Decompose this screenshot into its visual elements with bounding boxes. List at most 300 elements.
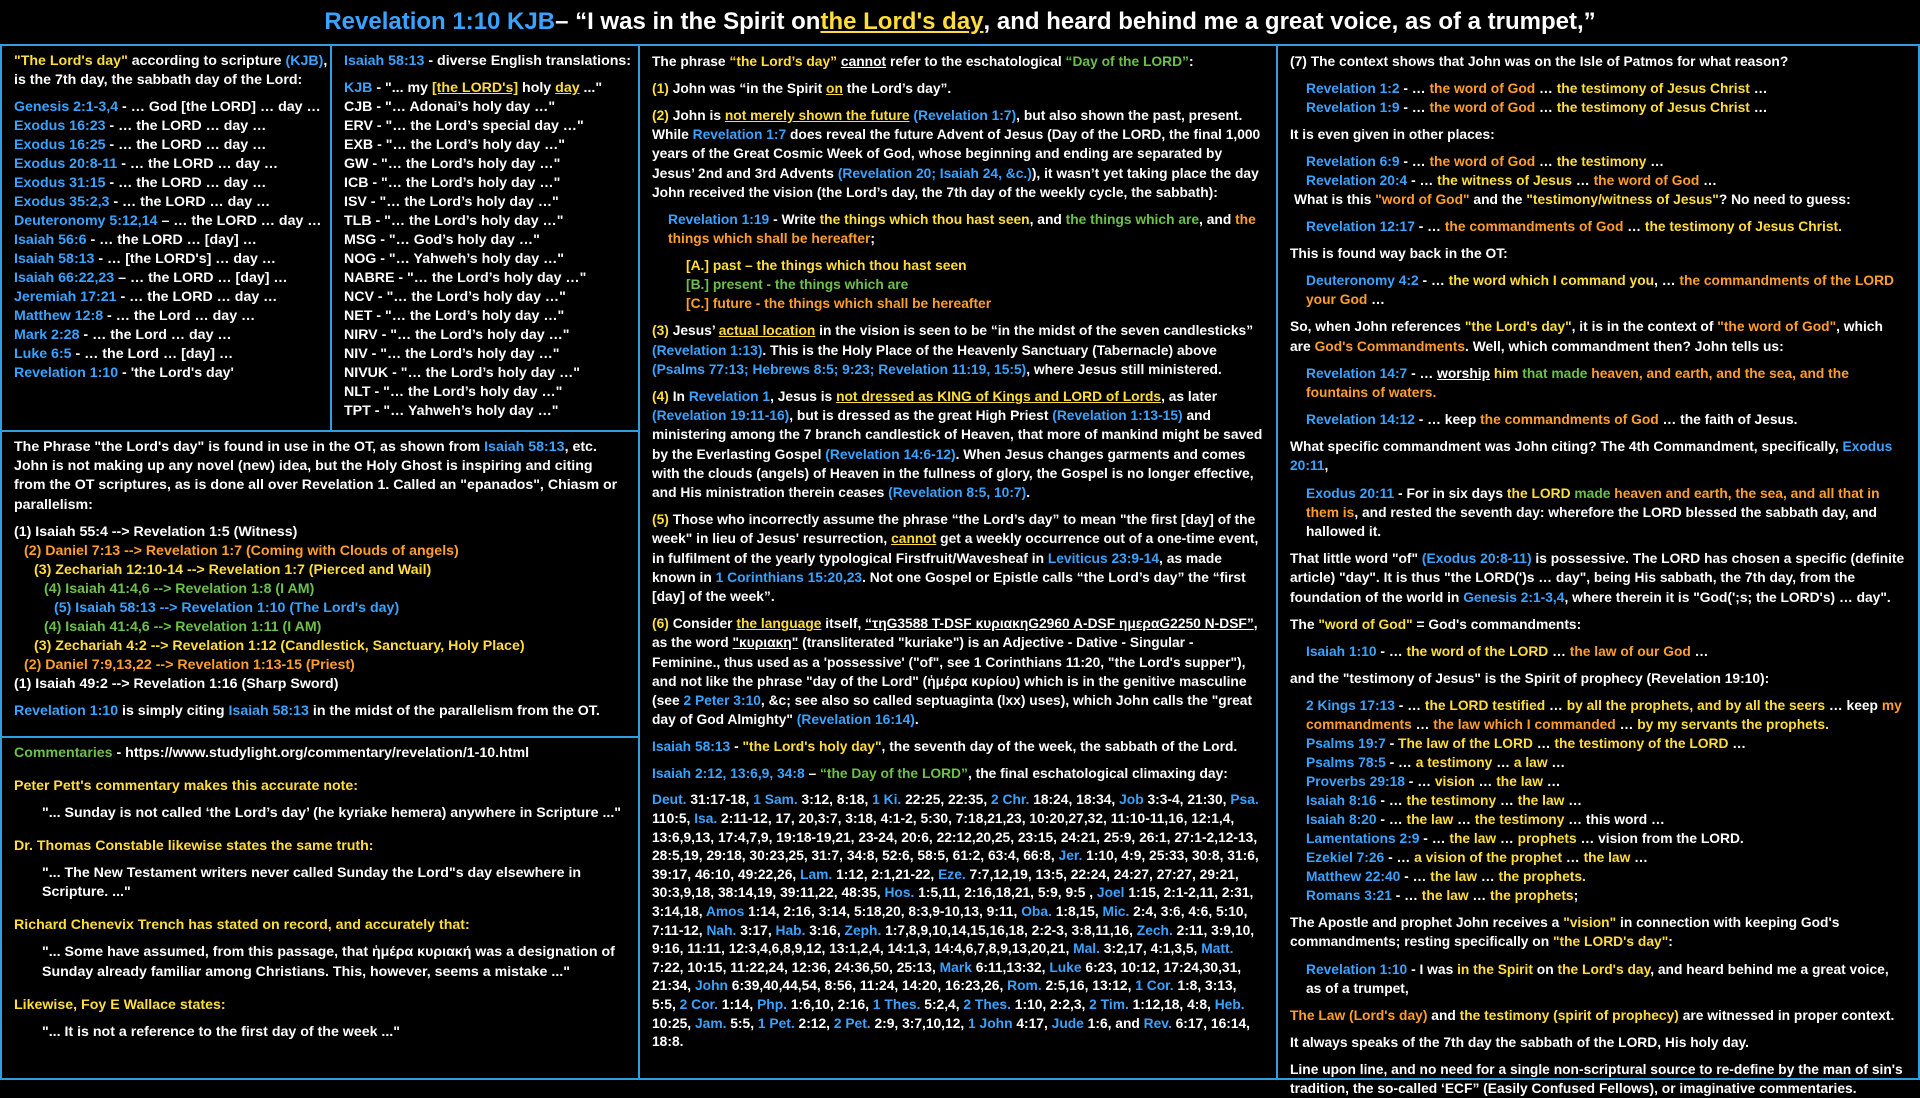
law-testimony-row — [1290, 829, 1906, 848]
scripture-ref: Isaiah 66:22,23 — [14, 270, 115, 286]
what-e: ? No need to guess: — [1718, 192, 1851, 207]
k2-c: the LORD testified — [1424, 697, 1546, 713]
of-b: (Exodus 20:8-11) — [1421, 551, 1532, 567]
chapter-verses: 3:17, — [736, 922, 776, 938]
law-testimony-row — [1290, 734, 1906, 753]
p5-n2-e: , but also shown the past, present. While — [652, 108, 1243, 143]
chiasm-panel — [0, 430, 640, 738]
r147-b: - … — [1407, 365, 1438, 381]
law-testimony-row — [1290, 753, 1906, 772]
scripture-ref-text: - … the Lord … day … — [103, 308, 256, 324]
p5-is-a: Isaiah 58:13 — [652, 739, 731, 755]
scripture-ref: Revelation 1:10 — [14, 365, 119, 381]
law-term2: the testimony of the LORD — [1554, 736, 1729, 752]
p5-n6-c: the language — [736, 616, 822, 632]
deut-d: , … — [1654, 273, 1680, 288]
r69-b: - … — [1399, 154, 1430, 169]
so-f: God's Commandments — [1314, 338, 1466, 354]
p5-n5-e: Leviticus 23:9-14 — [1047, 550, 1160, 566]
chapter-verses: 2:9, 3:7,10,12, — [870, 1015, 969, 1031]
p5-n1-c: on — [826, 81, 843, 96]
book-abbrev: Heb. — [1214, 997, 1245, 1013]
title-highlight: the Lord's day — [820, 8, 984, 35]
law-testimony-row — [1290, 772, 1906, 791]
scripture-ref-text: - … the LORD … day … — [105, 118, 267, 134]
r147-e: him — [1493, 365, 1519, 381]
p5-is-c: "the Lord's holy day" — [742, 739, 882, 755]
chapter-verses: 10:25, — [652, 1015, 695, 1031]
book-abbrev: 1 John — [968, 1015, 1013, 1031]
chapter-verses: 3:16, — [805, 922, 845, 938]
p5-is-d: , the seventh day of the week, the sabbath of the Lord. — [881, 739, 1238, 755]
chiasm-end-rest: in the midst of the parallelism from the OT. — [308, 702, 600, 719]
chapter-verses: 1:12,18, 4:8, — [1128, 997, 1215, 1013]
lords-day-scripture-panel — [0, 44, 332, 432]
p5-n6-a: (6) — [652, 616, 669, 632]
translation-item: NABRE - "… the Lord’s holy day …" — [344, 270, 587, 286]
p5-r119-c: the things which thou hast seen — [819, 212, 1030, 228]
scripture-ref: Isaiah 58:13 — [14, 251, 95, 267]
of-d: Genesis 2:1-3,4 — [1463, 589, 1565, 605]
r12-c: the word of God — [1429, 81, 1536, 96]
book-abbrev: Zech. — [1136, 922, 1173, 938]
p5-l1-a: The phrase — [652, 54, 730, 69]
constable-heading: Dr. Thomas Constable likewise states the same truth: — [14, 838, 374, 854]
always-speaks: It always speaks of the 7th day the sabbath of the LORD, His holy day. — [1290, 1035, 1749, 1051]
scripture-ref: Exodus 31:15 — [14, 175, 106, 191]
chapter-verses: 6:11,13:32, — [971, 959, 1050, 975]
r1412-d: … the faith of Jesus. — [1658, 412, 1798, 428]
scripture-ref: Mark 2:28 — [14, 327, 80, 343]
p5-n3-b: Jesus’ — [668, 323, 719, 339]
p5-n2-g: does reveal the future Advent of Jesus (Day of the LORD, the final 1,000 years of the Great Cosmic Week of God, whose beginning and ending are separated by Jesus’ 2nd and 3rd Advents — [652, 127, 1261, 181]
p5-n5-c: cannot — [891, 531, 937, 547]
p5-n6-i: 2 Peter 3:10 — [683, 693, 761, 709]
scripture-ref-text: - … God [the LORD] … day … — [118, 99, 321, 115]
k2-k: by my servants the prophets. — [1637, 717, 1829, 733]
p5-n6-k: (Revelation 16:14) — [796, 712, 915, 728]
deut-a: Deuteronomy 4:2 — [1306, 273, 1419, 288]
book-abbrev: Nah. — [706, 922, 737, 938]
trench-quote: "... Some have assumed, from this passage, that ἡμέρα κυριακή was a designation of Sunday already familiar among Christians. This, however, seems a mistake ..." — [42, 944, 615, 980]
so-b: "the Lord's day" — [1464, 319, 1572, 335]
p5-r119-g: the things which shall be hereafter — [668, 212, 1256, 247]
book-abbrev: Deut. — [652, 792, 687, 808]
spec-a: What specific commandment was John citing? The 4th Commandment, specifically, — [1290, 439, 1843, 455]
r69-f: … — [1646, 154, 1665, 169]
r1412-a: Revelation 14:12 — [1306, 412, 1415, 428]
book-abbrev: 2 Tim. — [1089, 997, 1129, 1013]
p5-r119-h: ; — [870, 231, 876, 247]
book-abbrev: Jam. — [694, 1015, 727, 1031]
so-g: . Well, which commandment then? John tells us: — [1465, 338, 1784, 354]
r19-c: the word of God — [1429, 100, 1536, 115]
scripture-ref-text: - 'the Lord's day' — [118, 365, 234, 381]
p5-n2-h: (Revelation 20; Isaiah 24, &c.) — [837, 165, 1032, 181]
law-ref: Isaiah 8:20 — [1306, 812, 1377, 828]
book-abbrev: 2 Cor. — [679, 997, 718, 1013]
law-sep2: … — [1532, 736, 1555, 752]
scripture-ref-row — [14, 231, 318, 250]
scripture-ref-row — [14, 193, 318, 212]
p5-n2-a: (2) — [652, 108, 669, 123]
chapter-verses: 31:17-18, — [686, 792, 754, 808]
p5-dol-c: “the Day of the LORD” — [819, 766, 968, 782]
law-term2: the testimony — [1474, 812, 1565, 828]
law-ref: Romans 3:21 — [1306, 888, 1392, 904]
p5-n6-e: “τηG3588 T-DSF κυριακηG2960 A-DSF ημεραG2250 N-DSF” — [865, 616, 1254, 632]
book-abbrev: Oba. — [1021, 904, 1052, 920]
chapter-verses: 5:2,4, — [920, 997, 964, 1013]
wallace-heading: Likewise, Foy E Wallace states: — [14, 996, 226, 1013]
book-abbrev: 2 Chr. — [991, 792, 1030, 808]
r69-a: Revelation 6:9 — [1306, 154, 1400, 169]
deut-c: the word which I command you — [1448, 273, 1655, 288]
translation-item: CJB - "… Adonai’s holy day …" — [344, 99, 556, 115]
r1217-e: the testimony of Jesus Christ. — [1644, 219, 1842, 234]
chiasm-intro-b: , etc. John is not making up any novel (new) idea, but the Holy Ghost is inspiring and citing from the OT scriptures, as is done all over Revelation 1. Called an "epanados", Chiasm or parallelism: — [14, 439, 618, 513]
law-term: the law — [1430, 869, 1477, 885]
p5-n3-f: . This is the Holy Place of the Heavenly Sanctuary (Tabernacle) above — [762, 342, 1217, 358]
point-4 — [652, 387, 1264, 502]
scripture-ref-text: - … the LORD … day … — [117, 156, 279, 172]
law-sep2: … — [1468, 888, 1491, 904]
chapter-verses: 1:15, 2:1-2,11, 2:31, 3:14,18, — [652, 885, 1254, 920]
chapter-verses: 6:23, 10:12, 17:24,30,31, 21:34, — [652, 959, 1242, 994]
law-tail: … — [1564, 793, 1583, 809]
intro-line-2: is the 7th day, the sabbath day of the Lord: — [14, 72, 303, 88]
book-abbrev: Rev. — [1143, 1015, 1172, 1031]
found-in-ot: This is found way back in the OT: — [1290, 246, 1508, 261]
k2-g: my commandments — [1306, 697, 1902, 733]
chiasm-end-text: is simply citing — [118, 702, 229, 719]
law-sep: - … — [1376, 812, 1407, 828]
ex-a: Exodus 20:11 — [1306, 485, 1395, 501]
of-c: is possessive. The LORD has chosen a specific (definite article) "day". It is thus "the LORD(')s … day", being His sabbath, the 7th day, from the foundation of the world in — [1290, 551, 1905, 605]
r1412-b: - … keep — [1414, 412, 1481, 428]
r12-d: … — [1535, 81, 1557, 96]
r110-c: in the Spirit — [1457, 961, 1533, 977]
scripture-ref-text: – … the LORD … [day] … — [114, 270, 288, 286]
chapter-verses: 22:25, 22:35, — [901, 792, 992, 808]
p5-n3-a: (3) — [652, 323, 669, 339]
r12-a: Revelation 1:2 — [1306, 81, 1400, 96]
point-3 — [652, 321, 1264, 379]
k2-d: … — [1545, 697, 1567, 713]
law-sep2: … — [1477, 869, 1499, 885]
chapter-verses: 110:5, — [652, 811, 695, 827]
law-sep2: … — [1453, 812, 1475, 828]
law-testimony-row — [1290, 848, 1906, 867]
deut-e: the commandments of the LORD your God — [1306, 273, 1894, 308]
2-kings-17-13 — [1290, 696, 1906, 734]
r204-c: the witness of Jesus — [1437, 173, 1573, 188]
p5-n4-c: Revelation 1 — [688, 389, 771, 405]
chiasm-intro-a: The Phrase "the Lord's day" is found in use in the OT, as shown from — [14, 439, 485, 455]
r110-a: Revelation 1:10 — [1306, 961, 1408, 977]
of-a: That little word "of" — [1290, 551, 1422, 567]
book-abbrev: 1 Sam. — [753, 792, 798, 808]
p5-n6-j: , &c; see also so called septuaginta (lxx) uses), which John calls the "great day of God Almighty" — [652, 693, 1253, 728]
r69-c: the word of God — [1429, 154, 1536, 169]
p5-l1-f: “Day of the LORD” — [1065, 54, 1189, 69]
r147-i: heaven, and earth, and the sea, and the fountains of waters. — [1306, 365, 1849, 401]
what-a: What is this — [1294, 192, 1376, 207]
law-term2: the law — [1496, 774, 1543, 790]
p5-n1-a: (1) — [652, 81, 669, 96]
law-term: The law of the LORD — [1398, 736, 1533, 752]
scripture-ref: Matthew 12:8 — [14, 308, 104, 324]
p5-n4-e: not dressed as KING of Kings and LORD of Lords — [836, 389, 1162, 405]
chiasm-item: (3) Zechariah 12:10-14 --> Revelation 1:7 (Pierced and Wail) — [34, 561, 432, 578]
law-term2: the prophets — [1490, 888, 1574, 904]
book-abbrev: 1 Pet. — [757, 1015, 795, 1031]
page-title — [0, 0, 1920, 44]
testimony-of-jesus: and the "testimony of Jesus" is the Spirit of prophecy (Revelation 19:10): — [1290, 670, 1770, 686]
p5-n4-f: , as later — [1161, 389, 1218, 405]
so-c: , it is in the context of — [1571, 319, 1718, 335]
chiasm-item: (1) Isaiah 49:2 --> Revelation 1:16 (Sharp Sword) — [14, 675, 339, 692]
law-b: and — [1427, 1008, 1460, 1024]
law-sep2: … — [1496, 793, 1518, 809]
commentaries-link: - https://www.studylight.org/commentary/revelation/1-10.html — [112, 745, 530, 761]
scripture-ref-list — [14, 98, 322, 383]
r110-d: on — [1532, 961, 1558, 977]
chapter-verses: 2:4, 3:6, 4:6, 5:10, 7:11-12, — [652, 904, 1248, 938]
law-term2: the prophets. — [1498, 869, 1586, 885]
law-tail: … vision from the LORD. — [1576, 831, 1744, 847]
chiasm-end-ref: Revelation 1:10 — [14, 702, 119, 719]
chapter-verses: 1:14, 2:16, 3:14, 5:18,20, 8:3,9-10,13, 9:11, — [744, 904, 1022, 920]
r19-e: the testimony of Jesus Christ — [1556, 100, 1750, 115]
scripture-ref: Jeremiah 17:21 — [14, 289, 117, 305]
wallace-quote: "... It is not a reference to the first day of the week ..." — [42, 1023, 400, 1040]
scripture-ref-text: - … the LORD … day … — [105, 137, 267, 153]
book-abbrev: 1 Cor. — [1135, 978, 1174, 994]
so-d: "the word of God" — [1717, 319, 1837, 335]
p5-n6-g: "κυριακη" — [732, 635, 799, 651]
law-term: the law — [1449, 831, 1497, 847]
law-term2: prophets — [1517, 831, 1577, 847]
p5-n6-f: , as the word — [652, 616, 1258, 651]
p5-n5-d: get a weekly occurrence out of a one-time event, in fulfilment of the yearly typological Firstfruit/Wavesheaf in — [652, 531, 1259, 566]
book-abbrev: Matt. — [1201, 941, 1234, 957]
title-rest: , and heard behind me a great voice, as of a trumpet,” — [983, 8, 1596, 35]
point-2 — [652, 106, 1264, 202]
chapter-verses: 1:8,15, — [1051, 904, 1103, 920]
chapter-verses: 2:5,16, 13:12, — [1041, 978, 1136, 994]
law-tail: ; — [1573, 888, 1579, 904]
i110-b: - … — [1376, 643, 1407, 659]
p5-n3-d: in the vision is seen to be “in the midst of the seven candlesticks” — [815, 323, 1254, 339]
book-abbrev: 1 Thes. — [872, 997, 921, 1013]
chiasm-item: (2) Daniel 7:9,13,22 --> Revelation 1:13-15 (Priest) — [24, 656, 355, 673]
law-ref: Isaiah 8:16 — [1306, 793, 1377, 809]
p5-l1-e: refer to the eschatological — [886, 54, 1066, 69]
intro-phrase: "The Lord's day" — [14, 53, 128, 69]
sub-future: [C.] future - the things which shall be hereafter — [686, 296, 992, 312]
so-e: , which are — [1290, 319, 1883, 354]
law-tail: … — [1728, 736, 1747, 752]
p5-l1-g: : — [1188, 54, 1194, 69]
p5-n2-f: Revelation 1:7 — [692, 127, 787, 143]
chapter-verses: 1:5,11, 2:16,18,21, 5:9, 9:5 , — [914, 885, 1097, 901]
scripture-ref-row — [14, 174, 318, 193]
p5-n5-h: . Not one Gospel or Epistle calls “the Lord’s day” the “first [day] of the week”. — [652, 569, 1246, 605]
law-term: a testimony — [1415, 755, 1493, 771]
chapter-verses: 3:12, 8:18, — [797, 792, 873, 808]
translation-item: EXB - "… the Lord’s holy day …" — [344, 137, 566, 153]
i110-f: … — [1690, 643, 1709, 659]
book-abbrev: Luke — [1049, 959, 1082, 975]
rev-1-10 — [1290, 960, 1906, 998]
law-testimony-row — [1290, 791, 1906, 810]
ex-g: heaven and earth, the sea, and all that in them is — [1306, 485, 1880, 520]
exodus-20-11 — [1290, 484, 1906, 542]
translation-item: NLT - "… the Lord’s holy day …" — [344, 384, 563, 400]
translation-item: ISV - "… the Lord’s holy day …" — [344, 194, 559, 210]
deut-f: … — [1367, 292, 1385, 308]
law-term: vision — [1434, 774, 1475, 790]
chapter-verses: 7:7,12,19, 13:5, 22:24, 24:27, 27:27, 29:21, 30:3,9,18, 38:14,19, 39:11,22, 48:35, — [652, 866, 1239, 901]
scripture-ref: Exodus 16:23 — [14, 118, 106, 134]
translation-item: NIVUK - "… the Lord’s holy day …" — [344, 365, 581, 381]
translation-list — [344, 98, 626, 421]
chiasm-list — [14, 523, 626, 694]
translation-item: ICB - "… the Lord’s holy day …" — [344, 175, 561, 191]
r19-a: Revelation 1:9 — [1306, 100, 1400, 115]
book-abbrev: Amos — [705, 904, 745, 920]
r204-a: Revelation 20:4 — [1306, 173, 1408, 188]
law-tail: … — [1630, 850, 1648, 866]
line-upon-line: Line upon line, and no need for a single non-scriptural source to re-define by the man of sin's tradition, the so-called ‘ECF” (Easily Confused Fellows), or imaginative commentaries. — [1290, 1062, 1903, 1097]
p5-n3-c: actual location — [718, 323, 816, 339]
p5-n4-k: (Revelation 14:6-12) — [825, 446, 956, 462]
law-term: the law — [1406, 812, 1454, 828]
scripture-ref-text: - … the Lord … [day] … — [71, 346, 234, 362]
pett-quote: "... Sunday is not called ‘the Lord’s day’ (he kyriake hemera) anywhere in Scripture ..." — [42, 805, 622, 821]
book-abbrev: Lam. — [800, 866, 833, 882]
law-sep: - … — [1391, 888, 1422, 904]
book-abbrev: Psa. — [1230, 792, 1259, 808]
trench-heading: Richard Chenevix Trench has stated on record, and accurately that: — [14, 917, 470, 934]
what-d: "testimony/witness of Jesus" — [1526, 192, 1719, 207]
r147-a: Revelation 14:7 — [1306, 365, 1408, 381]
law-ref: Ezekiel 7:26 — [1306, 850, 1385, 866]
chapter-verses: 1:6,10, 2:16, — [786, 997, 873, 1013]
scripture-ref: Luke 6:5 — [14, 346, 72, 362]
r12-f: … — [1749, 81, 1768, 96]
r204-d: … — [1572, 173, 1594, 188]
kjb-lords: [the LORD's] — [431, 80, 519, 96]
r110-f: , and heard behind me a great voice, as of a trumpet, — [1306, 961, 1889, 996]
p5-n2-b: John is — [668, 108, 725, 123]
p5-r119-a: Revelation 1:19 — [668, 212, 770, 228]
book-abbrev: Hab. — [775, 922, 806, 938]
constable-quote: "... The New Testament writers never called Sunday the Lord"s day elsewhere in Scripture. ..." — [42, 865, 582, 901]
ex-c: the LORD — [1506, 485, 1571, 501]
chapter-verses: 1:14, — [717, 997, 758, 1013]
ap-e: : — [1668, 934, 1673, 950]
chapter-verses: 2:11, 3:9,10, 9:16, 11:11, 12:3,4,6,8,9,12, 13:1,2,4, 14:1,3, 14:4,6,7,8,9,13,20,21, — [652, 922, 1255, 957]
p5-n5-g: 1 Corinthians 15:20,23 — [715, 569, 863, 585]
p5-is-b: - — [730, 739, 743, 755]
chapter-verses: 2:11-12, 17, 20,3:7, 3:18, 4:1-2, 5:30, 7:18,21,23, 10:20,27,32, 11:10-11,16, 12:1,4, 13:6,9,13, 17:4,7,9, 19:18-19,21, 23-24, 20:6, 22:12,20,25, 23:15, 24:21, 25:9, 26:1, 27:1-2,12-13, 28:5,19, 29:18, 30:23,25, 31:7, 34:8, 52:6, 58:5, 61:2, 63:4, 66:8, — [652, 811, 1258, 864]
law-testimony-row — [1290, 867, 1906, 886]
law-testimony-list — [1290, 734, 1906, 905]
k2-i: the law which I commanded — [1433, 717, 1616, 733]
the-c: = God's commandments: — [1412, 616, 1582, 632]
p5-n4-b: In — [668, 389, 689, 405]
r19-d: … — [1535, 100, 1557, 115]
scripture-ref-row — [14, 364, 318, 383]
p5-dol-b: – — [804, 766, 820, 782]
scripture-ref: Exodus 35:2,3 — [14, 194, 110, 210]
chapter-verses: 1:8, 3:13, 5:5, — [652, 978, 1237, 1013]
kjb-label: KJB — [344, 80, 373, 96]
chapter-verses: 1:10, 4:9, 25:33, 30:8, 31:6, 39:17, 46:10, 49:22,26, — [652, 848, 1259, 882]
ap-d: "the LORD's day" — [1552, 934, 1669, 950]
deut-4-2 — [1290, 271, 1906, 309]
law-ref: Psalms 78:5 — [1306, 755, 1386, 771]
k2-j: … — [1615, 717, 1638, 733]
scripture-ref-row — [14, 250, 318, 269]
chapter-verses: 2:12, — [794, 1015, 834, 1031]
scripture-ref: Deuteronomy 5:12,14 — [14, 213, 158, 229]
rev-1-19 — [652, 210, 1264, 248]
ap-a: The Apostle and prophet John receives a — [1290, 915, 1564, 931]
translation-item: NOG - "… Yahweh’s holy day …" — [344, 251, 565, 267]
chapter-verses: 4:17, — [1012, 1015, 1052, 1031]
translation-item: NIV - "… the Lord’s holy day …" — [344, 346, 560, 362]
k2-b: - … — [1394, 697, 1425, 713]
intro-comma: , — [323, 53, 328, 69]
chiasm-item: (3) Zechariah 4:2 --> Revelation 1:12 (Candlestick, Sanctuary, Holy Place) — [34, 637, 525, 654]
p5-n4-a: (4) — [652, 389, 669, 405]
law-term: the testimony — [1406, 793, 1497, 809]
r147-g: that made — [1522, 365, 1588, 381]
p5-r119-d: , and — [1029, 212, 1066, 228]
chiasm-item: (5) Isaiah 58:13 --> Revelation 1:10 (The Lord's day) — [54, 599, 400, 616]
r147-c: worship — [1437, 365, 1491, 381]
scripture-ref-row — [14, 136, 318, 155]
law-sep: - … — [1400, 869, 1431, 885]
book-abbrev: Jer. — [1058, 848, 1083, 864]
scripture-ref-row — [14, 288, 318, 307]
r1217-d: … — [1623, 219, 1645, 234]
sub-present: [B.] present - the things which are — [686, 277, 909, 293]
commentaries-label: Commentaries — [14, 745, 113, 761]
book-abbrev: John — [694, 978, 728, 994]
p5-n5-b: Those who incorrectly assume the phrase “the Lord’s day” to mean "the first [day] of the week" in lieu of Jesus' resurrection, — [652, 512, 1256, 547]
r110-b: - I was — [1407, 961, 1458, 977]
r69-e: the testimony — [1556, 154, 1647, 169]
p5-l1-d: cannot — [840, 54, 887, 69]
chapter-verses: 7:22, 10:15, 11:22,24, 12:36, 24:36,50, 25:13, — [652, 959, 940, 975]
law-term2: the law — [1583, 850, 1631, 866]
p5-n4-d: , Jesus is — [770, 389, 837, 405]
kjb-end: ..." — [579, 80, 603, 96]
so-a: So, when John references — [1290, 319, 1465, 335]
law-testimony-row — [1290, 810, 1906, 829]
p5-n5-a: (5) — [652, 512, 669, 528]
r204-f: … — [1699, 173, 1717, 188]
law-sep2: … — [1562, 850, 1584, 866]
scripture-ref-row — [14, 117, 318, 136]
book-abbrev: Hos. — [884, 885, 915, 901]
k2-f: … keep — [1825, 697, 1882, 713]
law-term2: a law — [1513, 755, 1548, 771]
